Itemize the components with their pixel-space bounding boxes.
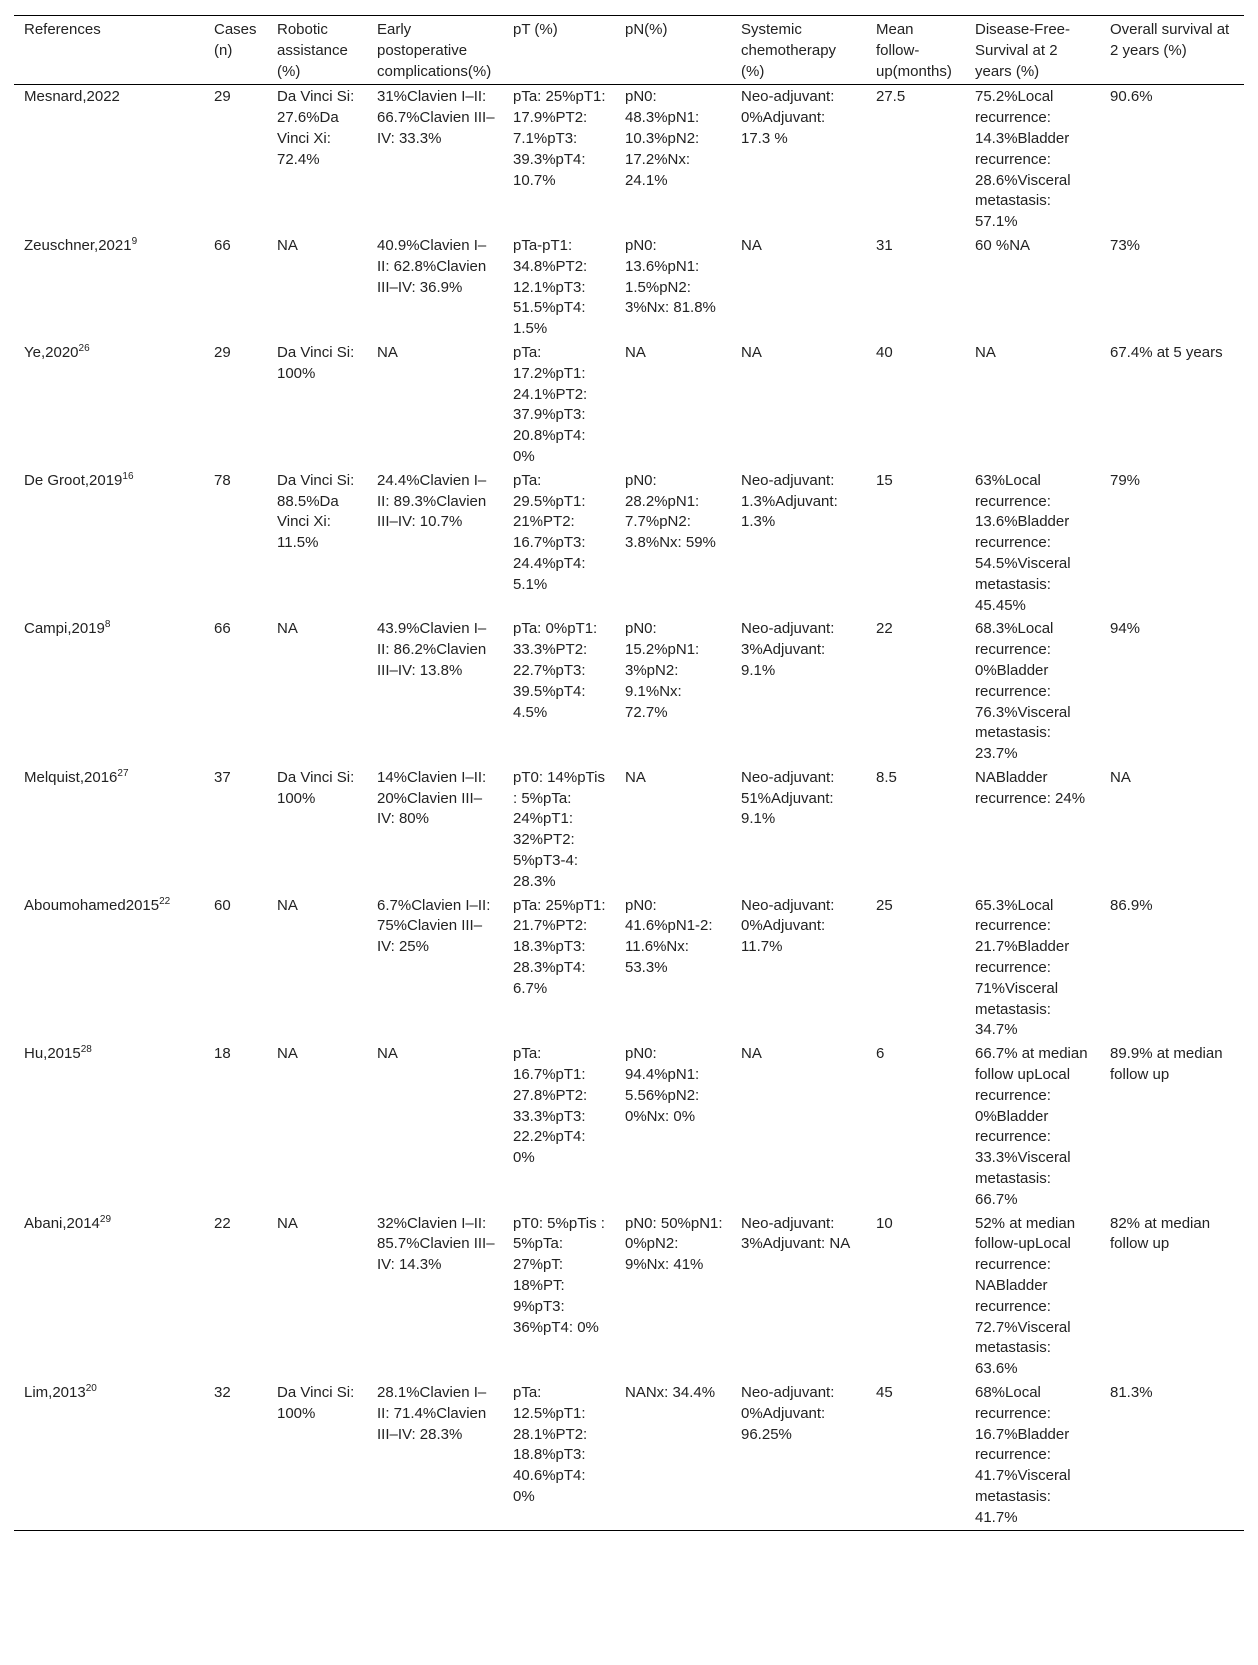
pt-cell: pTa: 0%pT1: 33.3%PT2: 22.7%pT3: 39.5%pT4: 4.5% [513,620,598,721]
pn-cell: pN0: 13.6%pN1: 1.5%pN2: 3%Nx: 81.8% [625,236,716,317]
header-chemotherapy: Systemic chemotherapy (%) [731,16,866,85]
chemo-cell: NA [741,236,762,254]
pn-cell: NA [625,343,646,361]
reference-text: Abani,2014 [24,1214,100,1232]
pn-cell: pN0: 94.4%pN1: 5.56%pN2: 0%Nx: 0% [625,1045,700,1125]
reference-cell [14,469,204,618]
os-cell: 94% [1110,620,1141,638]
reference-cell [14,234,204,341]
cases-cell: 78 [214,471,231,489]
reference-cell [14,1212,204,1381]
pt-cell: pT0: 14%pTis : 5%pTa: 24%pT1: 32%PT2: 5%pT3-4: 28.3% [513,768,605,890]
results-table [14,15,1244,1531]
cases-cell: 66 [214,620,231,638]
pt-cell: pTa: 29.5%pT1: 21%PT2: 16.7%pT3: 24.4%pT4: 5.1% [513,471,586,593]
chemo-cell: Neo-adjuvant: 0%Adjuvant: 96.25% [731,1381,866,1530]
reference-text: Hu,2015 [24,1045,81,1063]
reference-text: Melquist,2016 [24,768,118,786]
table-row [14,234,1244,341]
reference-cell [14,85,204,234]
cases-cell: 66 [214,236,231,254]
table-row [14,1212,1244,1381]
followup-cell: 6 [876,1045,885,1063]
pn-cell: NA [625,768,646,786]
followup-cell: 8.5 [876,768,897,786]
os-cell: NA [1110,768,1131,786]
header-row [14,16,1244,85]
os-cell: 89.9% at median follow up [1110,1045,1223,1084]
header-references: References [14,16,204,85]
followup-cell: 22 [876,620,893,638]
followup-cell: 31 [876,236,893,254]
os-cell: 81.3% [1100,1381,1244,1530]
complications-cell: 31%Clavien I–II: 66.7%Clavien III–IV: 33.3% [377,88,495,147]
complications-cell: 43.9%Clavien I–II: 86.2%Clavien III–IV: 13.8% [377,620,487,679]
table-row [14,894,1244,1043]
complications-cell: 28.1%Clavien I–II: 71.4%Clavien III–IV: 28.3% [367,1381,503,1530]
table-row [14,469,1244,618]
dfs-cell: 68%Local recurrence: 16.7%Bladder recurrence: 41.7%Visceral metastasis: 41.7% [965,1381,1100,1530]
pn-cell: pN0: 41.6%pN1-2: 11.6%Nx: 53.3% [625,896,713,977]
pt-cell: pTa: 25%pT1: 17.9%PT2: 7.1%pT3: 39.3%pT4: 10.7% [513,88,606,189]
citation-number: 22 [159,895,171,907]
reference-cell [14,617,204,766]
table-row [14,766,1244,894]
complications-cell: NA [377,1045,398,1063]
dfs-cell: 68.3%Local recurrence: 0%Bladder recurrence: 76.3%Visceral metastasis: 23.7% [975,620,1071,763]
robotic-cell: Da Vinci Si: 100% [277,768,355,807]
header-cases: Cases (n) [204,16,267,85]
table-row [14,1042,1244,1211]
reference-cell [14,1381,204,1530]
os-cell: 86.9% [1110,896,1153,914]
followup-cell: 27.5 [876,88,906,106]
reference-text: Ye,2020 [24,343,79,361]
cases-cell: 32 [204,1381,267,1530]
citation-number: 20 [85,1383,97,1394]
reference-cell [14,341,204,469]
followup-cell: 40 [876,343,893,361]
followup-cell: 25 [876,896,893,914]
reference-cell [14,1042,204,1211]
os-cell: 73% [1110,236,1141,254]
header-complications: Early postoperative complications(%) [367,16,503,85]
robotic-cell: Da Vinci Si: 88.5%Da Vinci Xi: 11.5% [277,471,355,552]
pt-cell: pT0: 5%pTis : 5%pTa: 27%pT: 18%PT: 9%pT3: 36%pT4: 0% [513,1214,605,1336]
robotic-cell: Da Vinci Si: 100% [267,1381,367,1530]
table-row [14,617,1244,766]
complications-cell: 24.4%Clavien I–II: 89.3%Clavien III–IV: 10.7% [377,471,487,531]
chemo-cell: Neo-adjuvant: 3%Adjuvant: 9.1% [741,620,835,679]
dfs-cell: 60 %NA [975,236,1031,254]
os-cell: 79% [1110,471,1141,489]
dfs-cell: NA [975,343,996,361]
cases-cell: 29 [214,88,231,106]
complications-cell: 32%Clavien I–II: 85.7%Clavien III–IV: 14.3% [377,1214,495,1274]
chemo-cell: Neo-adjuvant: 1.3%Adjuvant: 1.3% [741,471,838,531]
citation-number: 29 [99,1213,112,1225]
header-dfs: Disease-Free-Survival at 2 years (%) [965,16,1100,85]
header-robotic-assistance: Robotic assistance (%) [267,16,367,85]
reference-text: Mesnard,2022 [24,88,120,106]
table-row [14,85,1244,234]
robotic-cell: NA [277,1045,298,1063]
robotic-cell: Da Vinci Si: 27.6%Da Vinci Xi: 72.4% [277,88,355,168]
dfs-cell: 52% at median follow-upLocal recurrence: NABladder recurrence: 72.7%Visceral metastasis: 63.6% [975,1214,1076,1378]
dfs-cell: NABladder recurrence: 24% [975,768,1086,807]
pn-cell: NANx: 34.4% [615,1381,731,1530]
robotic-cell: NA [277,1214,298,1232]
pt-cell: pTa: 12.5%pT1: 28.1%PT2: 18.8%pT3: 40.6%pT4: 0% [503,1381,615,1530]
os-cell: 67.4% at 5 years [1110,343,1223,361]
reference-text: Zeuschner,2021 [24,236,132,254]
chemo-cell: Neo-adjuvant: 0%Adjuvant: 17.3 % [741,88,835,147]
pn-cell: pN0: 15.2%pN1: 3%pN2: 9.1%Nx: 72.7% [625,620,700,721]
chemo-cell: Neo-adjuvant: 3%Adjuvant: NA [741,1214,851,1253]
cases-cell: 60 [214,896,231,914]
cases-cell: 29 [214,343,231,361]
os-cell: 82% at median follow up [1110,1214,1211,1253]
citation-number: 8 [104,619,111,631]
reference-cell [14,766,204,894]
header-follow-up: Mean follow-up(months) [866,16,965,85]
robotic-cell: Da Vinci Si: 100% [277,343,355,382]
robotic-cell: NA [277,896,298,914]
pt-cell: pTa: 16.7%pT1: 27.8%PT2: 33.3%pT3: 22.2%pT4: 0% [513,1045,588,1167]
reference-text: Aboumohamed2015 [24,896,160,914]
robotic-cell: NA [277,620,298,638]
robotic-cell: NA [277,236,298,254]
citation-number: 28 [80,1044,92,1056]
chemo-cell: Neo-adjuvant: 0%Adjuvant: 11.7% [741,896,835,956]
table-row [14,1381,1244,1530]
dfs-cell: 66.7% at median follow upLocal recurrence: 0%Bladder recurrence: 33.3%Visceral metastasis: 66.7% [975,1045,1088,1208]
reference-text: Lim,2013 [24,1384,86,1401]
followup-cell: 45 [866,1381,965,1530]
pt-cell: pTa: 17.2%pT1: 24.1%PT2: 37.9%pT3: 20.8%pT4: 0% [513,343,588,465]
cases-cell: 37 [214,768,231,786]
citation-number: 26 [78,342,90,354]
pn-cell: pN0: 28.2%pN1: 7.7%pN2: 3.8%Nx: 59% [625,471,716,552]
citation-number: 27 [117,767,129,779]
dfs-cell: 63%Local recurrence: 13.6%Bladder recurrence: 54.5%Visceral metastasis: 45.45% [975,471,1071,614]
complications-cell: 6.7%Clavien I–II: 75%Clavien III–IV: 25% [377,896,491,956]
complications-cell: 40.9%Clavien I–II: 62.8%Clavien III–IV: 36.9% [377,236,487,296]
followup-cell: 10 [876,1214,893,1232]
followup-cell: 15 [876,471,893,489]
chemo-cell: NA [741,1045,762,1063]
citation-number: 9 [131,235,138,247]
header-pt: pT (%) [503,16,615,85]
reference-cell [14,894,204,1043]
reference-text: De Groot,2019 [24,471,123,489]
table-row [14,341,1244,469]
os-cell: 90.6% [1110,88,1153,106]
header-overall-survival: Overall survival at 2 years (%) [1100,16,1244,85]
pt-cell: pTa: 25%pT1: 21.7%PT2: 18.3%pT3: 28.3%pT4: 6.7% [513,896,606,997]
pn-cell: pN0: 50%pN1: 0%pN2: 9%Nx: 41% [625,1214,723,1274]
complications-cell: 14%Clavien I–II: 20%Clavien III–IV: 80% [377,768,487,828]
citation-number: 16 [122,470,134,482]
pt-cell: pTa-pT1: 34.8%PT2: 12.1%pT3: 51.5%pT4: 1.5% [513,236,588,338]
pn-cell: pN0: 48.3%pN1: 10.3%pN2: 17.2%Nx: 24.1% [625,88,700,189]
reference-text: Campi,2019 [24,620,105,638]
cases-cell: 18 [214,1045,231,1063]
complications-cell: NA [377,343,398,361]
chemo-cell: Neo-adjuvant: 51%Adjuvant: 9.1% [741,768,835,828]
dfs-cell: 75.2%Local recurrence: 14.3%Bladder recurrence: 28.6%Visceral metastasis: 57.1% [975,88,1071,231]
dfs-cell: 65.3%Local recurrence: 21.7%Bladder recurrence: 71%Visceral metastasis: 34.7% [975,896,1070,1039]
cases-cell: 22 [214,1214,231,1232]
chemo-cell: NA [741,343,762,361]
header-pn: pN(%) [615,16,731,85]
